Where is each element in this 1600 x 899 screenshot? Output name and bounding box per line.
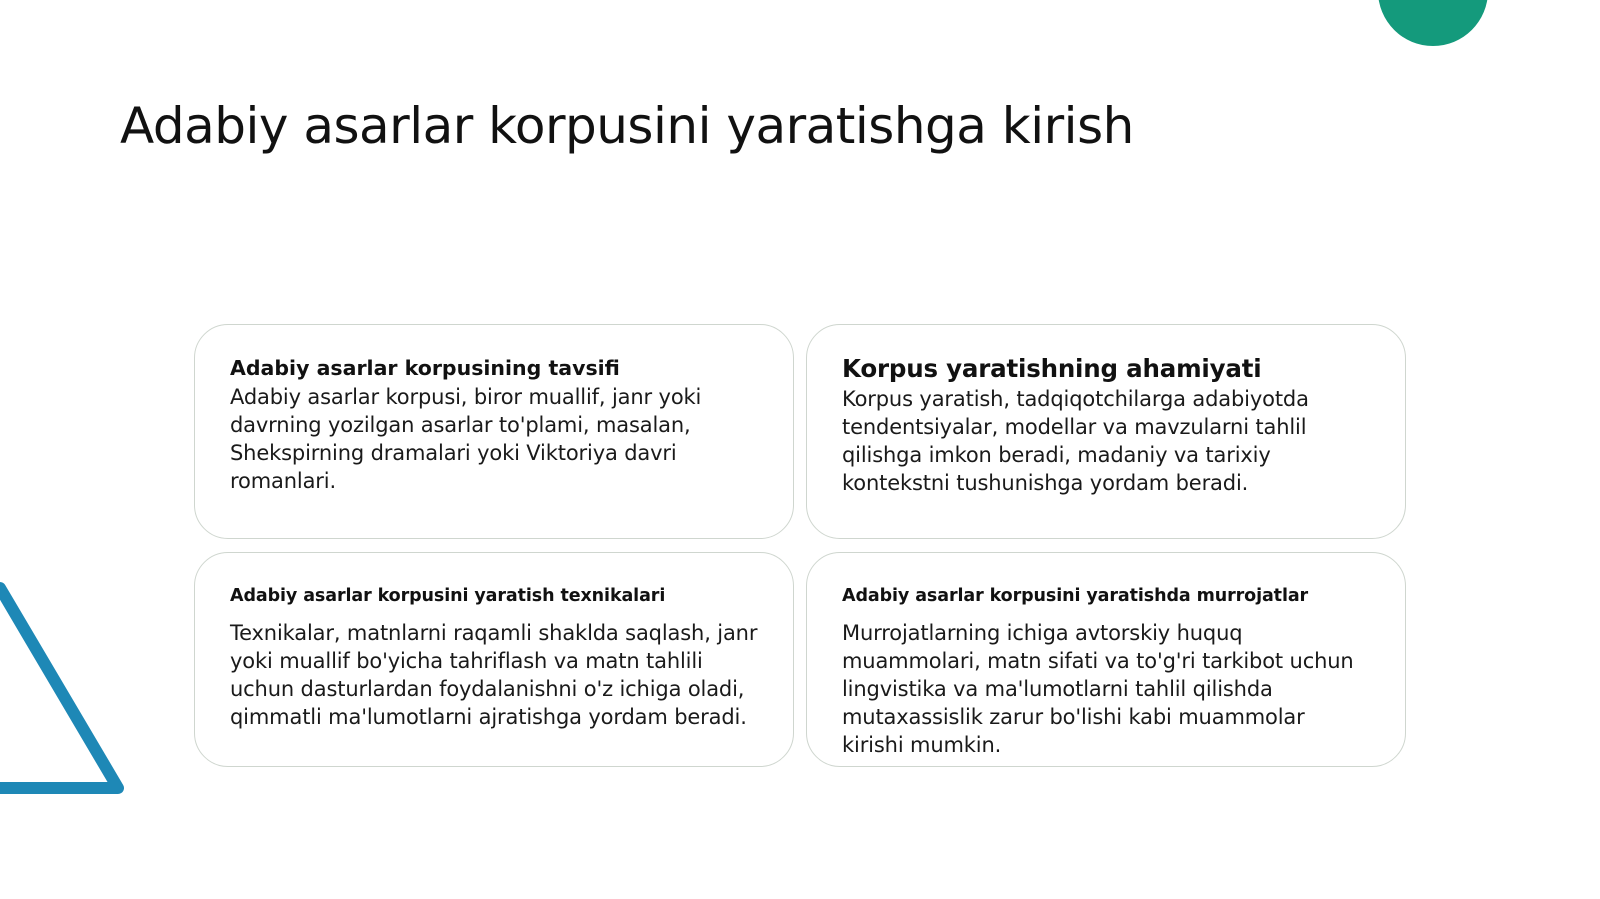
card-title: Korpus yaratishning ahamiyati [842,354,1262,383]
card-body: Korpus yaratish, tadqiqotchilarga adabiyotda tendentsiyalar, modellar va mavzularni tahlil qilishga imkon beradi, madaniy va tarixiy kontekstni tushunishga yordam beradi. [842,387,1309,495]
card-corpus-description [194,324,794,539]
card-corpus-techniques [194,552,794,767]
slide-title: Adabiy asarlar korpusini yaratishga kirish [120,97,1134,155]
card-body: Adabiy asarlar korpusi, biror muallif, janr yoki davrning yozilgan asarlar to'plami, masalan, Shekspirning dramalari yoki Viktoriya davri romanlari. [230,385,702,493]
card-corpus-challenges [806,552,1406,767]
decorative-circle [1378,0,1488,46]
card-corpus-importance [806,324,1406,539]
decorative-triangle [0,560,140,820]
card-title: Adabiy asarlar korpusini yaratish texnikalari [230,586,666,606]
card-body: Murrojatlarning ichiga avtorskiy huquq muammolari, matn sifati va to'g'ri tarkibot uchun lingvistika va ma'lumotlarni tahlil qilishda mutaxassislik zarur bo'lishi kabi muammolar kirishi mumkin. [842,621,1354,757]
card-body: Texnikalar, matnlarni raqamli shaklda saqlash, janr yoki muallif bo'yicha tahriflash va matn tahlili uchun dasturlardan foydalanishni o'z ichiga oladi, qimmatli ma'lumotlarni ajratishga yordam beradi. [230,621,758,729]
card-title: Adabiy asarlar korpusini yaratishda murrojatlar [842,586,1309,606]
card-title: Adabiy asarlar korpusining tavsifi [230,356,620,380]
